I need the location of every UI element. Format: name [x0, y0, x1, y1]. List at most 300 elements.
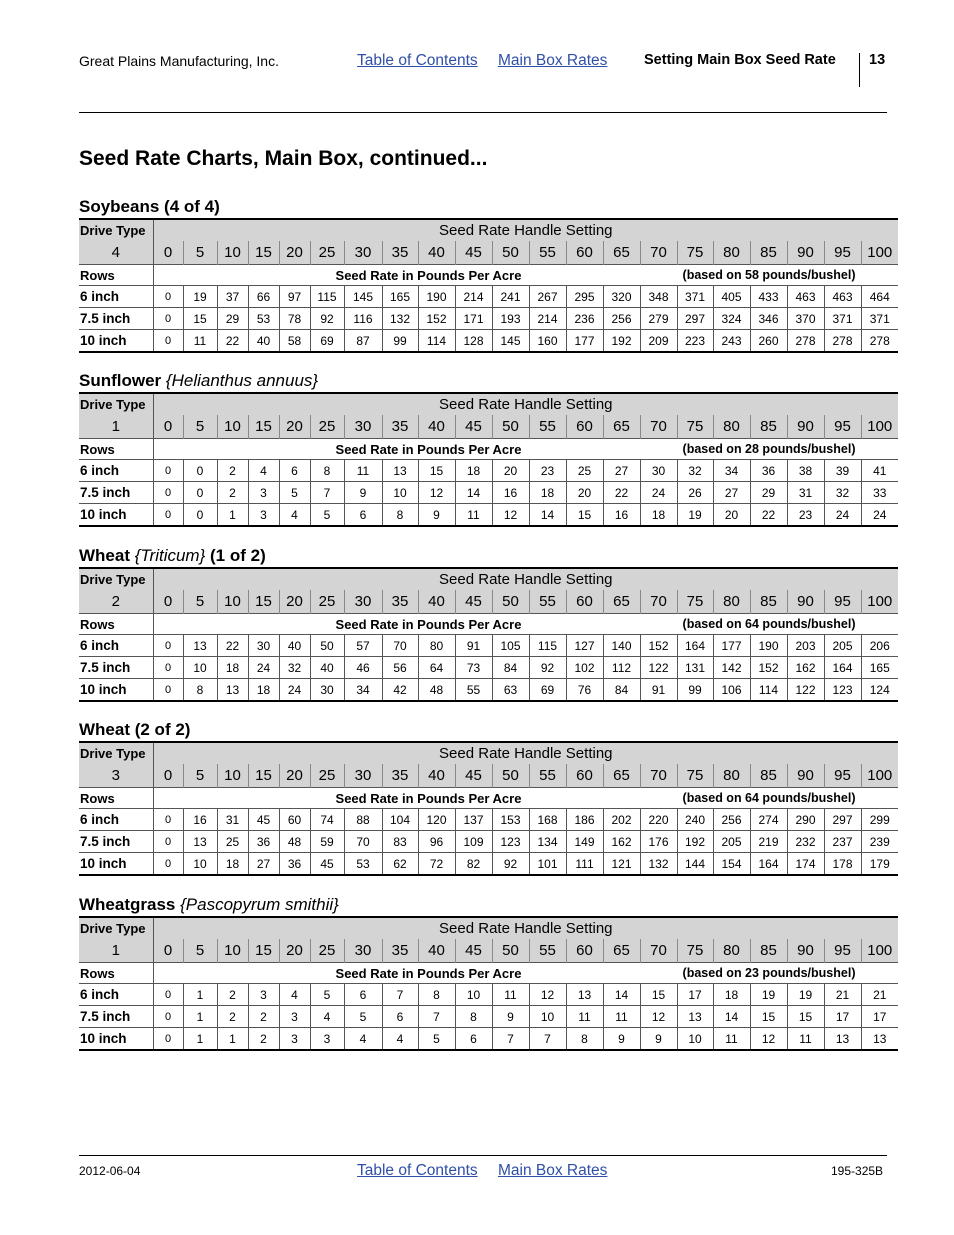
rate-cell: 11 [455, 504, 492, 527]
rate-cell: 0 [153, 984, 183, 1006]
seed-rate-table [79, 567, 898, 702]
rows-label: Rows [79, 963, 153, 984]
rows-label: Rows [79, 788, 153, 809]
rate-cell: 91 [455, 635, 492, 657]
table-row [79, 1006, 898, 1028]
handle-setting-cell: 5 [183, 590, 217, 614]
rate-cell: 84 [603, 679, 640, 702]
rate-cell: 164 [750, 853, 787, 876]
rate-cell: 12 [492, 504, 529, 527]
handle-setting-cell: 75 [677, 590, 713, 614]
drive-type-label: Drive Type [79, 393, 153, 415]
rate-cell: 62 [382, 853, 418, 876]
rate-cell: 30 [248, 635, 279, 657]
rate-cell: 202 [603, 809, 640, 831]
rate-cell: 371 [861, 308, 898, 330]
rate-cell: 18 [713, 984, 750, 1006]
handle-setting-cell: 55 [529, 415, 566, 439]
handle-setting-cell: 25 [310, 590, 344, 614]
rate-cell: 102 [566, 657, 603, 679]
rate-cell: 370 [787, 308, 824, 330]
bushel-basis: (based on 58 pounds/bushel) [640, 265, 898, 286]
handle-setting-cell: 90 [787, 764, 824, 788]
rate-cell: 9 [492, 1006, 529, 1028]
rate-cell: 29 [750, 482, 787, 504]
settings-row [79, 590, 898, 614]
handle-setting-cell: 65 [603, 241, 640, 265]
rate-cell: 1 [217, 1028, 248, 1051]
handle-setting-cell: 100 [861, 939, 898, 963]
handle-setting-cell: 30 [344, 590, 382, 614]
rate-cell: 237 [824, 831, 861, 853]
row-spacing-label: 6 inch [79, 635, 153, 657]
rate-cell: 4 [279, 504, 310, 527]
seed-rate-table [79, 916, 898, 1051]
handle-setting-cell: 35 [382, 415, 418, 439]
handle-setting-cell: 90 [787, 415, 824, 439]
seed-rate-table [79, 392, 898, 527]
rate-cell: 223 [677, 330, 713, 353]
handle-setting-cell: 85 [750, 241, 787, 265]
rate-cell: 5 [310, 504, 344, 527]
handle-setting-cell: 10 [217, 764, 248, 788]
handle-setting-cell: 100 [861, 415, 898, 439]
spacer-cell [153, 439, 217, 460]
rate-cell: 0 [153, 809, 183, 831]
handle-setting-cell: 30 [344, 241, 382, 265]
rate-cell: 18 [217, 853, 248, 876]
page-number: 13 [869, 52, 886, 68]
rate-cell: 38 [787, 460, 824, 482]
rate-cell: 96 [418, 831, 455, 853]
rate-cell: 154 [713, 853, 750, 876]
rate-cell: 64 [418, 657, 455, 679]
rate-cell: 30 [310, 679, 344, 702]
rate-cell: 144 [677, 853, 713, 876]
handle-setting-cell: 15 [248, 415, 279, 439]
drive-type-value: 1 [79, 415, 153, 439]
rate-cell: 8 [310, 460, 344, 482]
table-row [79, 657, 898, 679]
rate-cell: 11 [713, 1028, 750, 1051]
handle-setting-cell: 35 [382, 590, 418, 614]
rate-cell: 46 [344, 657, 382, 679]
handle-setting-cell: 15 [248, 590, 279, 614]
rate-cell: 6 [279, 460, 310, 482]
handle-setting-cell: 15 [248, 764, 279, 788]
table-header-row [79, 393, 898, 415]
rate-cell: 33 [861, 482, 898, 504]
rate-cell: 5 [418, 1028, 455, 1051]
table-row [79, 460, 898, 482]
rate-cell: 1 [183, 1006, 217, 1028]
crop-part: (1 of 2) [205, 546, 266, 565]
rate-cell: 34 [344, 679, 382, 702]
rate-cell: 8 [382, 504, 418, 527]
rate-cell: 145 [492, 330, 529, 353]
rate-cell: 36 [279, 853, 310, 876]
drive-type-label: Drive Type [79, 568, 153, 590]
rate-cell: 92 [310, 308, 344, 330]
rate-cell: 13 [183, 635, 217, 657]
handle-setting-cell: 45 [455, 415, 492, 439]
crop-title [79, 370, 887, 392]
rate-cell: 122 [640, 657, 677, 679]
rate-cell: 168 [529, 809, 566, 831]
footer-doc-number: 195-325B [831, 1164, 884, 1178]
rate-cell: 137 [455, 809, 492, 831]
main-box-rates-link[interactable]: Main Box Rates [498, 52, 608, 69]
rate-cell: 164 [677, 635, 713, 657]
rate-cell: 101 [529, 853, 566, 876]
rate-cell: 15 [183, 308, 217, 330]
rate-cell: 232 [787, 831, 824, 853]
handle-setting-cell: 70 [640, 939, 677, 963]
rate-label: Seed Rate in Pounds Per Acre [217, 614, 640, 635]
handle-setting-cell: 5 [183, 939, 217, 963]
rate-cell: 203 [787, 635, 824, 657]
rate-cell: 18 [640, 504, 677, 527]
rate-cell: 13 [382, 460, 418, 482]
rate-cell: 4 [310, 1006, 344, 1028]
handle-setting-cell: 65 [603, 764, 640, 788]
seed-rate-section [79, 196, 893, 353]
handle-setting-cell: 25 [310, 939, 344, 963]
handle-setting-cell: 60 [566, 590, 603, 614]
rate-cell: 15 [566, 504, 603, 527]
rows-label: Rows [79, 614, 153, 635]
rate-cell: 8 [183, 679, 217, 702]
rate-cell: 14 [713, 1006, 750, 1028]
rate-cell: 0 [153, 482, 183, 504]
rate-cell: 274 [750, 809, 787, 831]
rate-cell: 88 [344, 809, 382, 831]
rate-cell: 31 [217, 809, 248, 831]
rate-cell: 17 [677, 984, 713, 1006]
crop-latin-name: {Helianthus annuus} [165, 371, 319, 390]
rate-cell: 70 [344, 831, 382, 853]
rate-cell: 12 [750, 1028, 787, 1051]
bushel-basis: (based on 28 pounds/bushel) [640, 439, 898, 460]
handle-setting-cell: 30 [344, 415, 382, 439]
handle-setting-label: Seed Rate Handle Setting [153, 742, 898, 764]
rate-cell: 260 [750, 330, 787, 353]
handle-setting-cell: 80 [713, 241, 750, 265]
handle-setting-cell: 55 [529, 241, 566, 265]
rate-cell: 121 [603, 853, 640, 876]
handle-setting-cell: 10 [217, 415, 248, 439]
table-row [79, 330, 898, 353]
rate-cell: 97 [279, 286, 310, 308]
rate-cell: 15 [418, 460, 455, 482]
rate-cell: 55 [455, 679, 492, 702]
rate-cell: 123 [824, 679, 861, 702]
rate-cell: 463 [787, 286, 824, 308]
rate-cell: 34 [713, 460, 750, 482]
table-row [79, 504, 898, 527]
handle-setting-cell: 5 [183, 241, 217, 265]
rate-cell: 192 [677, 831, 713, 853]
table-of-contents-link[interactable]: Table of Contents [357, 52, 478, 69]
rate-cell: 153 [492, 809, 529, 831]
rate-cell: 63 [492, 679, 529, 702]
crop-title [79, 545, 887, 567]
rate-cell: 69 [310, 330, 344, 353]
crop-title [79, 894, 887, 916]
rate-cell: 56 [382, 657, 418, 679]
spacer-cell [153, 265, 217, 286]
table-row [79, 1028, 898, 1051]
drive-type-value: 1 [79, 939, 153, 963]
header-rule [79, 112, 887, 113]
rate-cell: 57 [344, 635, 382, 657]
rate-cell: 21 [824, 984, 861, 1006]
rate-cell: 53 [344, 853, 382, 876]
handle-setting-cell: 30 [344, 939, 382, 963]
rate-cell: 23 [529, 460, 566, 482]
rate-cell: 320 [603, 286, 640, 308]
handle-setting-cell: 100 [861, 241, 898, 265]
crop-part: (4 of 4) [159, 197, 220, 216]
handle-setting-cell: 60 [566, 764, 603, 788]
rate-cell: 37 [217, 286, 248, 308]
rate-cell: 5 [279, 482, 310, 504]
handle-setting-cell: 45 [455, 590, 492, 614]
handle-setting-cell: 0 [153, 241, 183, 265]
crop-name: Wheatgrass [79, 895, 181, 914]
header-divider [859, 53, 860, 87]
rate-cell: 190 [750, 635, 787, 657]
handle-setting-cell: 95 [824, 241, 861, 265]
footer-table-of-contents-link[interactable]: Table of Contents [357, 1162, 478, 1179]
handle-setting-cell: 0 [153, 590, 183, 614]
handle-setting-label: Seed Rate Handle Setting [153, 917, 898, 939]
rate-cell: 6 [382, 1006, 418, 1028]
rate-cell: 1 [183, 1028, 217, 1051]
drive-type-value: 2 [79, 590, 153, 614]
rate-cell: 127 [566, 635, 603, 657]
rate-cell: 2 [217, 984, 248, 1006]
handle-setting-cell: 75 [677, 764, 713, 788]
rate-cell: 92 [529, 657, 566, 679]
rate-cell: 25 [217, 831, 248, 853]
footer-main-box-rates-link[interactable]: Main Box Rates [498, 1162, 608, 1179]
table-row [79, 308, 898, 330]
handle-setting-cell: 50 [492, 590, 529, 614]
handle-setting-cell: 55 [529, 939, 566, 963]
handle-setting-cell: 5 [183, 764, 217, 788]
rate-cell: 36 [248, 831, 279, 853]
rate-cell: 152 [750, 657, 787, 679]
handle-setting-cell: 45 [455, 241, 492, 265]
rate-cell: 0 [153, 635, 183, 657]
rate-cell: 99 [677, 679, 713, 702]
rate-header-row [79, 265, 898, 286]
rate-cell: 4 [382, 1028, 418, 1051]
rate-cell: 10 [183, 657, 217, 679]
rate-cell: 17 [861, 1006, 898, 1028]
seed-rate-table [79, 218, 898, 353]
handle-setting-cell: 60 [566, 415, 603, 439]
crop-name: Wheat [79, 546, 135, 565]
rate-cell: 4 [248, 460, 279, 482]
handle-setting-cell: 0 [153, 415, 183, 439]
rate-cell: 134 [529, 831, 566, 853]
handle-setting-cell: 50 [492, 241, 529, 265]
rate-cell: 2 [217, 482, 248, 504]
rate-cell: 165 [861, 657, 898, 679]
handle-setting-cell: 20 [279, 939, 310, 963]
rate-cell: 279 [640, 308, 677, 330]
rate-label: Seed Rate in Pounds Per Acre [217, 963, 640, 984]
company-name: Great Plains Manufacturing, Inc. [79, 53, 279, 69]
rate-cell: 190 [418, 286, 455, 308]
seed-rate-section [79, 719, 893, 876]
rate-label: Seed Rate in Pounds Per Acre [217, 439, 640, 460]
table-row [79, 984, 898, 1006]
rate-cell: 2 [248, 1028, 279, 1051]
rate-cell: 15 [640, 984, 677, 1006]
rate-cell: 18 [529, 482, 566, 504]
table-row [79, 635, 898, 657]
handle-setting-cell: 45 [455, 939, 492, 963]
rate-cell: 40 [310, 657, 344, 679]
rate-cell: 32 [279, 657, 310, 679]
seed-rate-table [79, 741, 898, 876]
rate-cell: 324 [713, 308, 750, 330]
rate-cell: 24 [248, 657, 279, 679]
rate-cell: 60 [279, 809, 310, 831]
rate-cell: 297 [824, 809, 861, 831]
rate-cell: 39 [824, 460, 861, 482]
handle-setting-cell: 90 [787, 939, 824, 963]
seed-rate-section [79, 894, 893, 1051]
handle-setting-cell: 35 [382, 939, 418, 963]
handle-setting-cell: 15 [248, 939, 279, 963]
rate-cell: 114 [418, 330, 455, 353]
rate-cell: 10 [677, 1028, 713, 1051]
rate-cell: 0 [153, 286, 183, 308]
rate-cell: 290 [787, 809, 824, 831]
rate-cell: 27 [713, 482, 750, 504]
rate-cell: 122 [787, 679, 824, 702]
rate-cell: 149 [566, 831, 603, 853]
handle-setting-cell: 75 [677, 241, 713, 265]
handle-setting-cell: 70 [640, 764, 677, 788]
rate-cell: 13 [861, 1028, 898, 1051]
rate-cell: 26 [677, 482, 713, 504]
rate-cell: 4 [279, 984, 310, 1006]
rate-cell: 20 [492, 460, 529, 482]
table-header-row [79, 219, 898, 241]
row-spacing-label: 10 inch [79, 330, 153, 353]
rate-cell: 104 [382, 809, 418, 831]
rate-cell: 116 [344, 308, 382, 330]
rate-cell: 27 [603, 460, 640, 482]
rate-cell: 240 [677, 809, 713, 831]
row-spacing-label: 7.5 inch [79, 657, 153, 679]
rate-cell: 0 [153, 308, 183, 330]
rate-cell: 23 [787, 504, 824, 527]
rate-cell: 7 [492, 1028, 529, 1051]
rate-cell: 109 [455, 831, 492, 853]
rate-cell: 66 [248, 286, 279, 308]
rate-header-row [79, 439, 898, 460]
rate-cell: 69 [529, 679, 566, 702]
rate-cell: 14 [529, 504, 566, 527]
rate-cell: 32 [677, 460, 713, 482]
rate-cell: 3 [279, 1006, 310, 1028]
rate-cell: 176 [640, 831, 677, 853]
rate-cell: 41 [861, 460, 898, 482]
rate-cell: 219 [750, 831, 787, 853]
rate-cell: 152 [640, 635, 677, 657]
rate-cell: 2 [248, 1006, 279, 1028]
rate-cell: 32 [824, 482, 861, 504]
rate-cell: 209 [640, 330, 677, 353]
footer-rule [79, 1155, 887, 1156]
rate-cell: 82 [455, 853, 492, 876]
handle-setting-label: Seed Rate Handle Setting [153, 219, 898, 241]
handle-setting-cell: 100 [861, 764, 898, 788]
rate-cell: 74 [310, 809, 344, 831]
handle-setting-cell: 65 [603, 939, 640, 963]
handle-setting-cell: 65 [603, 590, 640, 614]
page-title: Seed Rate Charts, Main Box, continued... [79, 147, 488, 170]
rate-cell: 0 [153, 460, 183, 482]
row-spacing-label: 7.5 inch [79, 1006, 153, 1028]
rate-cell: 132 [640, 853, 677, 876]
rate-cell: 24 [824, 504, 861, 527]
rate-cell: 40 [279, 635, 310, 657]
rate-cell: 80 [418, 635, 455, 657]
handle-setting-cell: 50 [492, 764, 529, 788]
handle-setting-cell: 85 [750, 590, 787, 614]
rate-cell: 464 [861, 286, 898, 308]
handle-setting-cell: 25 [310, 764, 344, 788]
rate-cell: 7 [382, 984, 418, 1006]
handle-setting-cell: 40 [418, 241, 455, 265]
spacer-cell [153, 788, 217, 809]
handle-setting-cell: 15 [248, 241, 279, 265]
handle-setting-cell: 45 [455, 764, 492, 788]
rate-cell: 205 [824, 635, 861, 657]
rate-cell: 120 [418, 809, 455, 831]
rate-cell: 348 [640, 286, 677, 308]
rate-cell: 192 [603, 330, 640, 353]
handle-setting-cell: 95 [824, 590, 861, 614]
rate-cell: 0 [153, 657, 183, 679]
handle-setting-cell: 20 [279, 415, 310, 439]
rate-cell: 73 [455, 657, 492, 679]
rate-cell: 10 [529, 1006, 566, 1028]
row-spacing-label: 7.5 inch [79, 308, 153, 330]
rate-header-row [79, 614, 898, 635]
rate-cell: 13 [824, 1028, 861, 1051]
handle-setting-cell: 85 [750, 939, 787, 963]
rate-cell: 18 [248, 679, 279, 702]
rate-cell: 405 [713, 286, 750, 308]
row-spacing-label: 7.5 inch [79, 482, 153, 504]
handle-setting-cell: 30 [344, 764, 382, 788]
handle-setting-cell: 5 [183, 415, 217, 439]
rate-cell: 12 [529, 984, 566, 1006]
rate-cell: 177 [713, 635, 750, 657]
row-spacing-label: 10 inch [79, 504, 153, 527]
rate-cell: 24 [279, 679, 310, 702]
handle-setting-cell: 80 [713, 939, 750, 963]
handle-setting-cell: 40 [418, 415, 455, 439]
